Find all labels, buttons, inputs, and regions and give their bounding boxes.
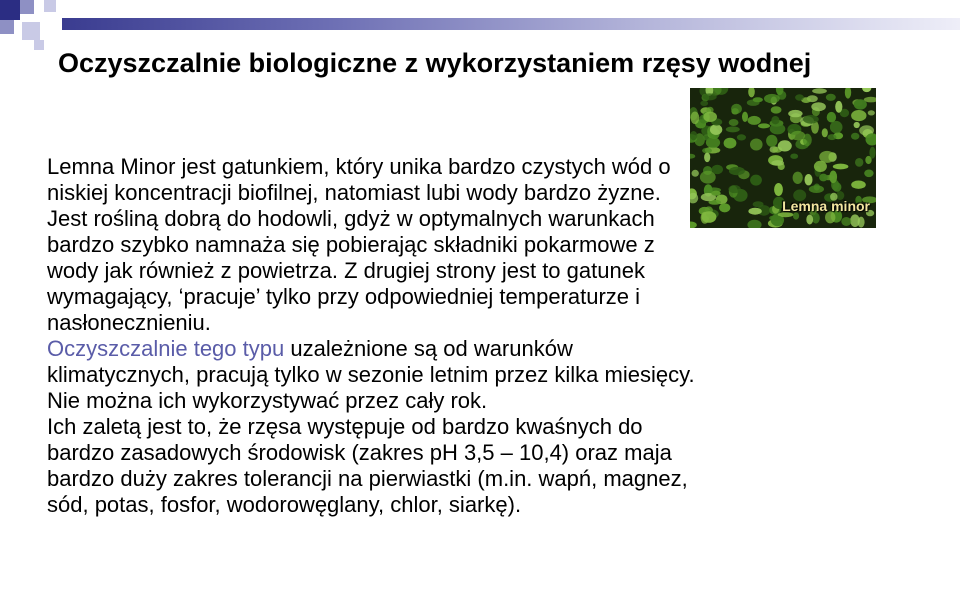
duckweed-leaf: [753, 201, 764, 207]
duckweed-leaf: [729, 119, 739, 126]
duckweed-leaf: [728, 185, 740, 193]
duckweed-leaf: [862, 88, 871, 92]
duckweed-leaf: [795, 94, 804, 100]
duckweed-leaf: [869, 147, 875, 159]
duckweed-leaf: [812, 88, 827, 93]
duckweed-leaf: [750, 139, 763, 151]
duckweed-leaf: [712, 165, 723, 174]
decor-square: [22, 22, 40, 40]
decor-square: [44, 0, 56, 12]
duckweed-leaf: [764, 94, 780, 103]
slide-title: Oczyszczalnie biologiczne z wykorzystaniem rzęsy wodnej: [58, 48, 812, 78]
duckweed-leaf: [691, 112, 700, 125]
duckweed-leaf: [827, 112, 836, 123]
duckweed-leaf: [803, 115, 819, 124]
duckweed-leaf: [690, 131, 697, 140]
duckweed-leaf: [822, 128, 828, 137]
duckweed-leaf: [851, 110, 866, 121]
lemna-minor-photo: [690, 88, 876, 228]
duckweed-leaf: [835, 101, 842, 113]
duckweed-leaf: [854, 99, 867, 109]
duckweed-leaf: [812, 213, 820, 224]
duckweed-leaf: [851, 181, 866, 189]
duckweed-leaf: [703, 93, 717, 100]
decor-square: [20, 0, 34, 14]
duckweed-leaf: [766, 135, 777, 147]
duckweed-leaf: [700, 101, 708, 106]
duckweed-leaf: [851, 133, 859, 140]
paragraph-advantages: Ich zaletą jest to, że rzęsa występuje od bardzo kwaśnych do bardzo zasadowych środowisk (zakres pH 3,5 – 10,4) oraz maja bardzo duży zakres tolerancji na pierwiastki (m.in. wapń, magnez, sód, potas, fosfor, wodorowęglany, chlor, siarkę).: [47, 414, 688, 517]
duckweed-leaf: [737, 134, 746, 140]
duckweed-leaf: [829, 171, 837, 184]
duckweed-leaf: [868, 110, 875, 115]
duckweed-leaf: [858, 217, 865, 228]
duckweed-leaf: [855, 158, 863, 167]
duckweed-leaf: [793, 172, 803, 184]
duckweed-leaf: [769, 215, 782, 221]
slide-body: [47, 154, 707, 518]
duckweed-leaf: [731, 104, 742, 114]
duckweed-leaf: [703, 112, 717, 122]
duckweed-leaf: [724, 138, 737, 149]
duckweed-leaf: [726, 126, 740, 132]
duckweed-leaf: [758, 123, 770, 128]
duckweed-leaf: [833, 164, 849, 170]
paragraph-link-text[interactable]: Oczyszczalnie tego typu: [47, 336, 285, 361]
duckweed-leaf: [864, 170, 873, 178]
duckweed-leaf: [788, 110, 802, 117]
duckweed-leaf: [750, 175, 762, 186]
photo-label: Lemna minor: [782, 198, 870, 214]
duckweed-leaf: [748, 88, 755, 97]
duckweed-leaf: [729, 167, 745, 175]
duckweed-leaf: [819, 174, 828, 182]
duckweed-leaf: [830, 121, 843, 133]
duckweed-leaf: [770, 123, 786, 134]
duckweed-leaf: [806, 215, 813, 225]
duckweed-leaf: [845, 88, 851, 99]
duckweed-leaf: [790, 154, 798, 159]
duckweed-leaf: [805, 174, 813, 185]
paragraph-intro: Lemna Minor jest gatunkiem, który unika bardzo czystych wód o niskiej koncentracji biofilnej, natomiast lubi wody bardzo żyzne. Jest rośliną dobrą do hodowli, gdyż w optymalnych warunkach bardzo szybko namnaża się pobierając składniki pokarmowe z wody jak również z powietrza. Z drugiej strony jest to gatunek wymagający, ‘pracuje’ tylko przy odpowiedniej temperaturze i nasłonecznieniu.: [47, 154, 671, 335]
duckweed-leaf: [711, 191, 720, 196]
duckweed-leaf: [854, 122, 860, 128]
duckweed-leaf: [771, 116, 779, 124]
duckweed-leaf: [826, 94, 836, 101]
duckweed-leaf: [778, 140, 792, 151]
duckweed-leaf: [753, 97, 763, 102]
duckweed-leaf: [710, 124, 722, 135]
duckweed-leaf: [809, 185, 824, 193]
decor-square: [34, 40, 44, 50]
duckweed-leaf: [814, 161, 827, 172]
decor-square: [0, 20, 14, 34]
duckweed-leaf: [719, 203, 730, 212]
duckweed-leaf: [747, 220, 761, 228]
duckweed-leaf: [811, 102, 826, 111]
duckweed-leaf: [771, 106, 782, 113]
decor-square: [0, 0, 20, 20]
duckweed-leaf: [748, 208, 761, 215]
duckweed-leaf: [748, 116, 761, 125]
duckweed-leaf: [828, 134, 837, 140]
duckweed-leaf: [841, 217, 851, 226]
duckweed-leaf: [742, 112, 748, 122]
duckweed-leaf: [771, 160, 784, 166]
duckweed-leaf: [774, 183, 783, 196]
paragraph-climate: uzależnione są od warunków klimatycznych, pracują tylko w sezonie letnim przez kilka miesięcy. Nie można ich wykorzystywać przez cały rok.: [47, 336, 695, 413]
header-gradient-bar: [62, 18, 960, 30]
duckweed-leaf: [791, 131, 806, 141]
